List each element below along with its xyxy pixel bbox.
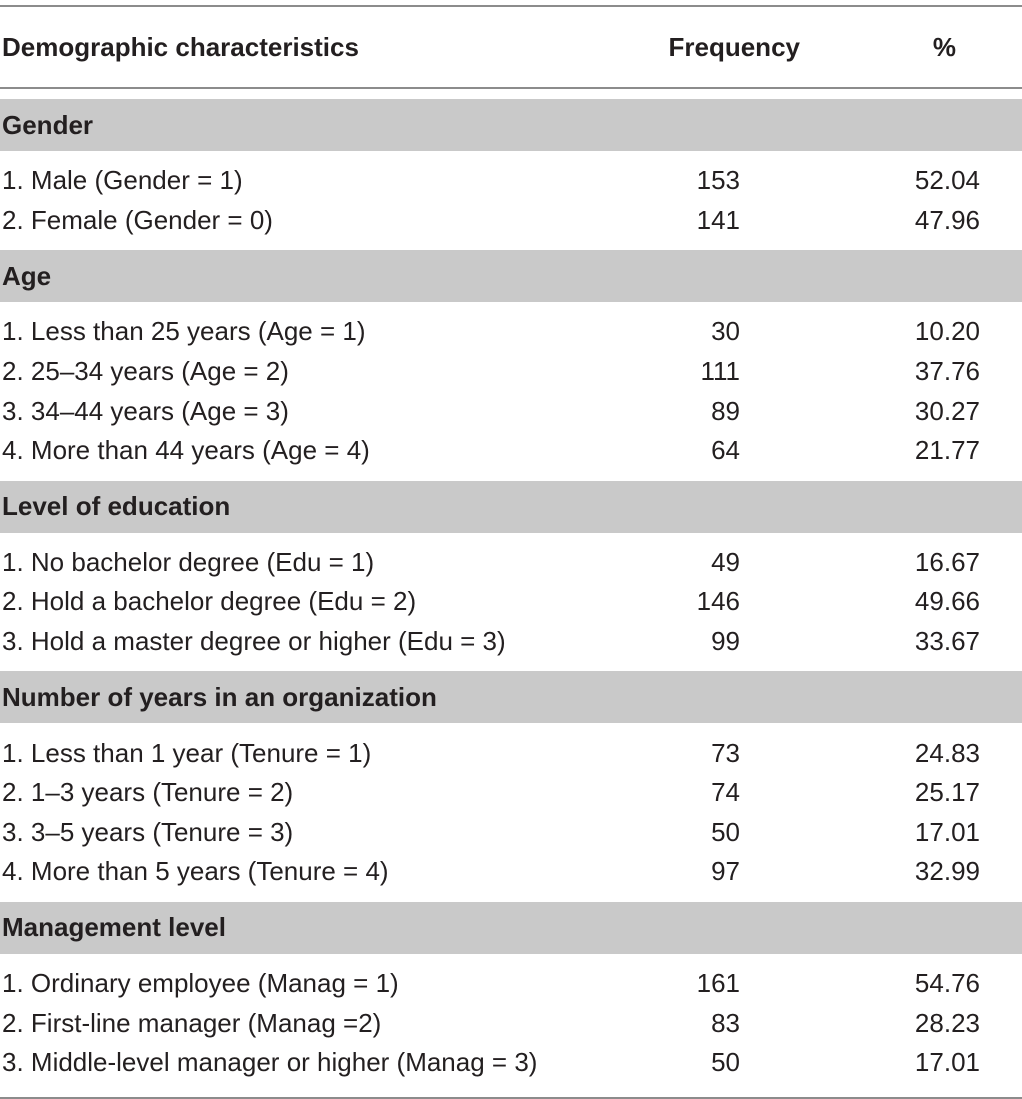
row-label: 2. First-line manager (Manag =2) — [2, 1007, 382, 1038]
table-row — [0, 1003, 1022, 1043]
section-title: Management level — [2, 912, 226, 943]
row-percent: 54.76 — [914, 968, 980, 999]
row-frequency: 50 — [711, 816, 740, 847]
row-percent: 30.27 — [914, 395, 980, 426]
row-label: 3. Hold a master degree or higher (Edu = 3) — [2, 626, 506, 657]
table-row — [0, 622, 1022, 662]
row-frequency: 97 — [711, 856, 740, 887]
section-title: Number of years in an organization — [2, 681, 437, 712]
row-frequency: 50 — [711, 1047, 740, 1078]
row-percent: 37.76 — [914, 356, 980, 387]
bottom-rule — [0, 1097, 1022, 1099]
section-title: Level of education — [2, 491, 231, 522]
table-row — [0, 852, 1022, 892]
row-frequency: 146 — [696, 586, 740, 617]
table-row — [0, 312, 1022, 352]
row-percent: 10.20 — [914, 316, 980, 347]
row-label: 1. No bachelor degree (Edu = 1) — [2, 546, 375, 577]
section-tenure — [0, 671, 1022, 723]
row-label: 2. Female (Gender = 0) — [2, 204, 273, 235]
table-row — [0, 201, 1022, 241]
row-percent: 47.96 — [914, 204, 980, 235]
table-row — [0, 813, 1022, 853]
row-label: 1. Less than 1 year (Tenure = 1) — [2, 737, 372, 768]
row-label: 3. 3–5 years (Tenure = 3) — [2, 816, 294, 847]
row-label: 2. Hold a bachelor degree (Edu = 2) — [2, 586, 417, 617]
row-percent: 32.99 — [914, 856, 980, 887]
row-label: 3. Middle-level manager or higher (Manag = 3) — [2, 1047, 538, 1078]
row-frequency: 141 — [696, 204, 740, 235]
row-frequency: 74 — [711, 777, 740, 808]
row-percent: 33.67 — [914, 626, 980, 657]
header-frequency: Frequency — [668, 31, 800, 62]
row-label: 2. 25–34 years (Age = 2) — [2, 356, 289, 387]
row-label: 3. 34–44 years (Age = 3) — [2, 395, 289, 426]
row-frequency: 64 — [711, 435, 740, 466]
table-row — [0, 352, 1022, 392]
section-education — [0, 481, 1022, 533]
row-frequency: 161 — [696, 968, 740, 999]
row-percent: 21.77 — [914, 435, 980, 466]
section-age — [0, 250, 1022, 302]
table-row — [0, 733, 1022, 773]
header-percent: % — [932, 31, 956, 62]
row-label: 4. More than 5 years (Tenure = 4) — [2, 856, 389, 887]
row-percent: 17.01 — [914, 816, 980, 847]
table-row — [0, 1043, 1022, 1083]
row-percent: 16.67 — [914, 546, 980, 577]
row-percent: 25.17 — [914, 777, 980, 808]
table-row — [0, 431, 1022, 471]
row-frequency: 99 — [711, 626, 740, 657]
row-frequency: 30 — [711, 316, 740, 347]
row-frequency: 89 — [711, 395, 740, 426]
row-frequency: 153 — [696, 165, 740, 196]
section-gender — [0, 99, 1022, 151]
row-frequency: 111 — [700, 356, 740, 387]
row-frequency: 49 — [711, 546, 740, 577]
row-label: 2. 1–3 years (Tenure = 2) — [2, 777, 294, 808]
row-frequency: 73 — [711, 737, 740, 768]
row-percent: 28.23 — [914, 1007, 980, 1038]
section-management — [0, 902, 1022, 954]
row-percent: 24.83 — [914, 737, 980, 768]
row-label: 1. Male (Gender = 1) — [2, 165, 243, 196]
demographics-table — [0, 5, 1022, 1099]
table-row — [0, 582, 1022, 622]
section-title: Gender — [2, 109, 94, 140]
table-header — [0, 7, 1022, 87]
table-row — [0, 773, 1022, 813]
row-percent: 52.04 — [914, 165, 980, 196]
section-title: Age — [2, 260, 52, 291]
row-frequency: 83 — [711, 1007, 740, 1038]
table-row — [0, 391, 1022, 431]
row-label: 1. Less than 25 years (Age = 1) — [2, 316, 366, 347]
table-row — [0, 161, 1022, 201]
row-label: 1. Ordinary employee (Manag = 1) — [2, 968, 399, 999]
table-row — [0, 964, 1022, 1004]
table-row — [0, 543, 1022, 583]
header-demographic-characteristics: Demographic characteristics — [2, 31, 359, 62]
row-label: 4. More than 44 years (Age = 4) — [2, 435, 370, 466]
row-percent: 49.66 — [914, 586, 980, 617]
row-percent: 17.01 — [914, 1047, 980, 1078]
